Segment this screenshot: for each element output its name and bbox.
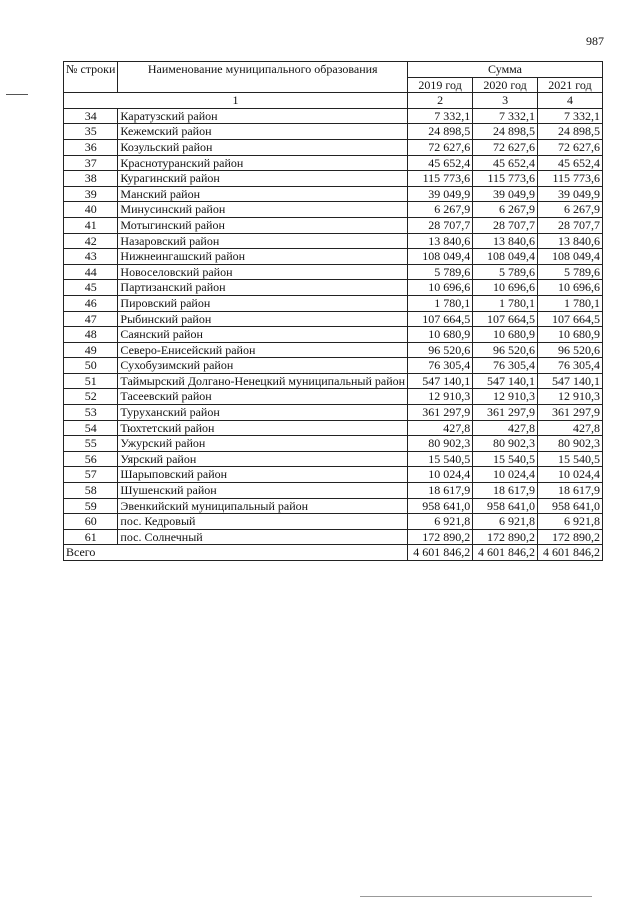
row-value-2019: 10 024,4 <box>408 467 473 483</box>
row-number: 60 <box>64 514 118 530</box>
row-name: Эвенкийский муниципальный район <box>118 498 408 514</box>
row-value-2021: 7 332,1 <box>538 108 603 124</box>
row-value-2019: 958 641,0 <box>408 498 473 514</box>
row-number: 45 <box>64 280 118 296</box>
row-value-2020: 427,8 <box>473 420 538 436</box>
row-number: 44 <box>64 264 118 280</box>
row-value-2019: 361 297,9 <box>408 405 473 421</box>
row-value-2021: 115 773,6 <box>538 171 603 187</box>
header-year-2020: 2020 год <box>473 77 538 93</box>
row-name: Пировский район <box>118 295 408 311</box>
row-number: 52 <box>64 389 118 405</box>
row-value-2020: 45 652,4 <box>473 155 538 171</box>
row-value-2020: 107 664,5 <box>473 311 538 327</box>
row-value-2019: 96 520,6 <box>408 342 473 358</box>
row-number: 48 <box>64 327 118 343</box>
row-value-2020: 13 840,6 <box>473 233 538 249</box>
table-row <box>64 311 603 327</box>
row-value-2020: 172 890,2 <box>473 529 538 545</box>
row-name: Сухобузимский район <box>118 358 408 374</box>
row-value-2019: 6 921,8 <box>408 514 473 530</box>
row-value-2021: 45 652,4 <box>538 155 603 171</box>
row-name: Шушенский район <box>118 483 408 499</box>
row-value-2021: 13 840,6 <box>538 233 603 249</box>
row-value-2021: 107 664,5 <box>538 311 603 327</box>
table-row <box>64 342 603 358</box>
row-value-2021: 6 267,9 <box>538 202 603 218</box>
table-body <box>64 62 603 561</box>
row-value-2019: 7 332,1 <box>408 108 473 124</box>
row-number: 58 <box>64 483 118 499</box>
row-value-2021: 6 921,8 <box>538 514 603 530</box>
row-name: Ужурский район <box>118 436 408 452</box>
table-row <box>64 483 603 499</box>
header-index-4: 4 <box>538 93 603 109</box>
row-value-2019: 5 789,6 <box>408 264 473 280</box>
row-value-2020: 10 696,6 <box>473 280 538 296</box>
table-row <box>64 467 603 483</box>
table-row <box>64 358 603 374</box>
row-value-2020: 6 267,9 <box>473 202 538 218</box>
row-number: 51 <box>64 373 118 389</box>
row-value-2020: 80 902,3 <box>473 436 538 452</box>
row-value-2020: 10 680,9 <box>473 327 538 343</box>
row-number: 57 <box>64 467 118 483</box>
row-value-2021: 547 140,1 <box>538 373 603 389</box>
row-value-2020: 958 641,0 <box>473 498 538 514</box>
table-row <box>64 405 603 421</box>
row-number: 50 <box>64 358 118 374</box>
table-row <box>64 155 603 171</box>
table-row <box>64 264 603 280</box>
row-name: Краснотуранский район <box>118 155 408 171</box>
row-value-2020: 361 297,9 <box>473 405 538 421</box>
header-year-2021: 2021 год <box>538 77 603 93</box>
row-name: Тюхтетский район <box>118 420 408 436</box>
table-row <box>64 217 603 233</box>
row-value-2019: 172 890,2 <box>408 529 473 545</box>
header-index-1: 1 <box>64 93 408 109</box>
table-row <box>64 139 603 155</box>
row-value-2021: 15 540,5 <box>538 451 603 467</box>
total-label: Всего <box>64 545 408 561</box>
row-value-2020: 5 789,6 <box>473 264 538 280</box>
row-name: пос. Солнечный <box>118 529 408 545</box>
row-number: 46 <box>64 295 118 311</box>
row-value-2020: 76 305,4 <box>473 358 538 374</box>
row-value-2021: 958 641,0 <box>538 498 603 514</box>
row-number: 38 <box>64 171 118 187</box>
row-name: Уярский район <box>118 451 408 467</box>
row-name: Козульский район <box>118 139 408 155</box>
row-number: 43 <box>64 249 118 265</box>
row-number: 42 <box>64 233 118 249</box>
row-value-2021: 427,8 <box>538 420 603 436</box>
row-value-2021: 12 910,3 <box>538 389 603 405</box>
row-number: 61 <box>64 529 118 545</box>
table-row <box>64 202 603 218</box>
header-name: Наименование муниципального образования <box>118 62 408 93</box>
row-name: Мотыгинский район <box>118 217 408 233</box>
row-value-2021: 72 627,6 <box>538 139 603 155</box>
header-row-1 <box>64 62 603 78</box>
row-name: Шарыповский район <box>118 467 408 483</box>
total-value-2019: 4 601 846,2 <box>408 545 473 561</box>
row-number: 35 <box>64 124 118 140</box>
table-row <box>64 451 603 467</box>
row-value-2019: 18 617,9 <box>408 483 473 499</box>
row-number: 37 <box>64 155 118 171</box>
row-value-2019: 24 898,5 <box>408 124 473 140</box>
row-value-2021: 10 696,6 <box>538 280 603 296</box>
row-number: 39 <box>64 186 118 202</box>
row-value-2020: 24 898,5 <box>473 124 538 140</box>
row-value-2020: 72 627,6 <box>473 139 538 155</box>
row-number: 34 <box>64 108 118 124</box>
header-index-row <box>64 93 603 109</box>
table-row <box>64 498 603 514</box>
row-value-2021: 24 898,5 <box>538 124 603 140</box>
row-name: Тасеевский район <box>118 389 408 405</box>
row-number: 47 <box>64 311 118 327</box>
row-value-2021: 5 789,6 <box>538 264 603 280</box>
total-row <box>64 545 603 561</box>
row-value-2019: 45 652,4 <box>408 155 473 171</box>
row-name: Курагинский район <box>118 171 408 187</box>
row-value-2021: 108 049,4 <box>538 249 603 265</box>
row-value-2020: 96 520,6 <box>473 342 538 358</box>
row-value-2020: 39 049,9 <box>473 186 538 202</box>
row-number: 40 <box>64 202 118 218</box>
row-value-2021: 1 780,1 <box>538 295 603 311</box>
row-value-2020: 6 921,8 <box>473 514 538 530</box>
row-number: 56 <box>64 451 118 467</box>
row-name: Саянский район <box>118 327 408 343</box>
row-value-2019: 1 780,1 <box>408 295 473 311</box>
table-row <box>64 514 603 530</box>
row-value-2021: 28 707,7 <box>538 217 603 233</box>
row-name: Манский район <box>118 186 408 202</box>
table-row <box>64 327 603 343</box>
row-value-2019: 6 267,9 <box>408 202 473 218</box>
row-value-2020: 28 707,7 <box>473 217 538 233</box>
header-index-3: 3 <box>473 93 538 109</box>
margin-mark <box>6 94 28 95</box>
row-value-2019: 107 664,5 <box>408 311 473 327</box>
row-value-2020: 7 332,1 <box>473 108 538 124</box>
row-value-2020: 115 773,6 <box>473 171 538 187</box>
row-value-2019: 39 049,9 <box>408 186 473 202</box>
table-row <box>64 124 603 140</box>
row-value-2020: 547 140,1 <box>473 373 538 389</box>
row-name: Туруханский район <box>118 405 408 421</box>
header-num: № строки <box>64 62 118 93</box>
row-value-2021: 10 024,4 <box>538 467 603 483</box>
row-value-2019: 15 540,5 <box>408 451 473 467</box>
row-value-2019: 427,8 <box>408 420 473 436</box>
row-name: Новоселовский район <box>118 264 408 280</box>
row-name: Северо-Енисейский район <box>118 342 408 358</box>
row-number: 54 <box>64 420 118 436</box>
row-name: Кежемский район <box>118 124 408 140</box>
row-value-2019: 547 140,1 <box>408 373 473 389</box>
row-value-2020: 18 617,9 <box>473 483 538 499</box>
table-row <box>64 529 603 545</box>
row-value-2020: 10 024,4 <box>473 467 538 483</box>
row-value-2020: 15 540,5 <box>473 451 538 467</box>
row-value-2021: 361 297,9 <box>538 405 603 421</box>
table-row <box>64 280 603 296</box>
table-row <box>64 420 603 436</box>
row-value-2020: 1 780,1 <box>473 295 538 311</box>
table-row <box>64 186 603 202</box>
row-number: 49 <box>64 342 118 358</box>
row-name: Партизанский район <box>118 280 408 296</box>
row-name: пос. Кедровый <box>118 514 408 530</box>
row-value-2021: 76 305,4 <box>538 358 603 374</box>
row-value-2019: 76 305,4 <box>408 358 473 374</box>
row-value-2019: 72 627,6 <box>408 139 473 155</box>
row-value-2019: 80 902,3 <box>408 436 473 452</box>
bottom-rule <box>360 896 592 897</box>
row-value-2019: 108 049,4 <box>408 249 473 265</box>
header-sum: Сумма <box>408 62 603 78</box>
table-row <box>64 108 603 124</box>
row-value-2021: 39 049,9 <box>538 186 603 202</box>
row-value-2019: 10 680,9 <box>408 327 473 343</box>
row-name: Минусинский район <box>118 202 408 218</box>
row-name: Рыбинский район <box>118 311 408 327</box>
table-row <box>64 295 603 311</box>
row-value-2021: 10 680,9 <box>538 327 603 343</box>
header-index-2: 2 <box>408 93 473 109</box>
row-name: Таймырский Долгано-Ненецкий муниципальный район <box>118 373 408 389</box>
table-row <box>64 249 603 265</box>
row-value-2020: 108 049,4 <box>473 249 538 265</box>
table-row <box>64 233 603 249</box>
row-value-2021: 172 890,2 <box>538 529 603 545</box>
table-row <box>64 389 603 405</box>
table-row <box>64 436 603 452</box>
row-value-2019: 13 840,6 <box>408 233 473 249</box>
page-number: 987 <box>586 34 604 48</box>
row-number: 41 <box>64 217 118 233</box>
row-value-2019: 10 696,6 <box>408 280 473 296</box>
total-value-2021: 4 601 846,2 <box>538 545 603 561</box>
row-value-2021: 96 520,6 <box>538 342 603 358</box>
row-number: 55 <box>64 436 118 452</box>
row-value-2020: 12 910,3 <box>473 389 538 405</box>
row-value-2019: 28 707,7 <box>408 217 473 233</box>
row-value-2021: 18 617,9 <box>538 483 603 499</box>
row-value-2019: 115 773,6 <box>408 171 473 187</box>
allocation-table <box>63 61 603 561</box>
total-value-2020: 4 601 846,2 <box>473 545 538 561</box>
header-year-2019: 2019 год <box>408 77 473 93</box>
row-value-2021: 80 902,3 <box>538 436 603 452</box>
row-value-2019: 12 910,3 <box>408 389 473 405</box>
row-number: 53 <box>64 405 118 421</box>
row-name: Назаровский район <box>118 233 408 249</box>
table-row <box>64 171 603 187</box>
row-name: Каратузский район <box>118 108 408 124</box>
row-number: 36 <box>64 139 118 155</box>
row-name: Нижнеингашский район <box>118 249 408 265</box>
table-row <box>64 373 603 389</box>
row-number: 59 <box>64 498 118 514</box>
